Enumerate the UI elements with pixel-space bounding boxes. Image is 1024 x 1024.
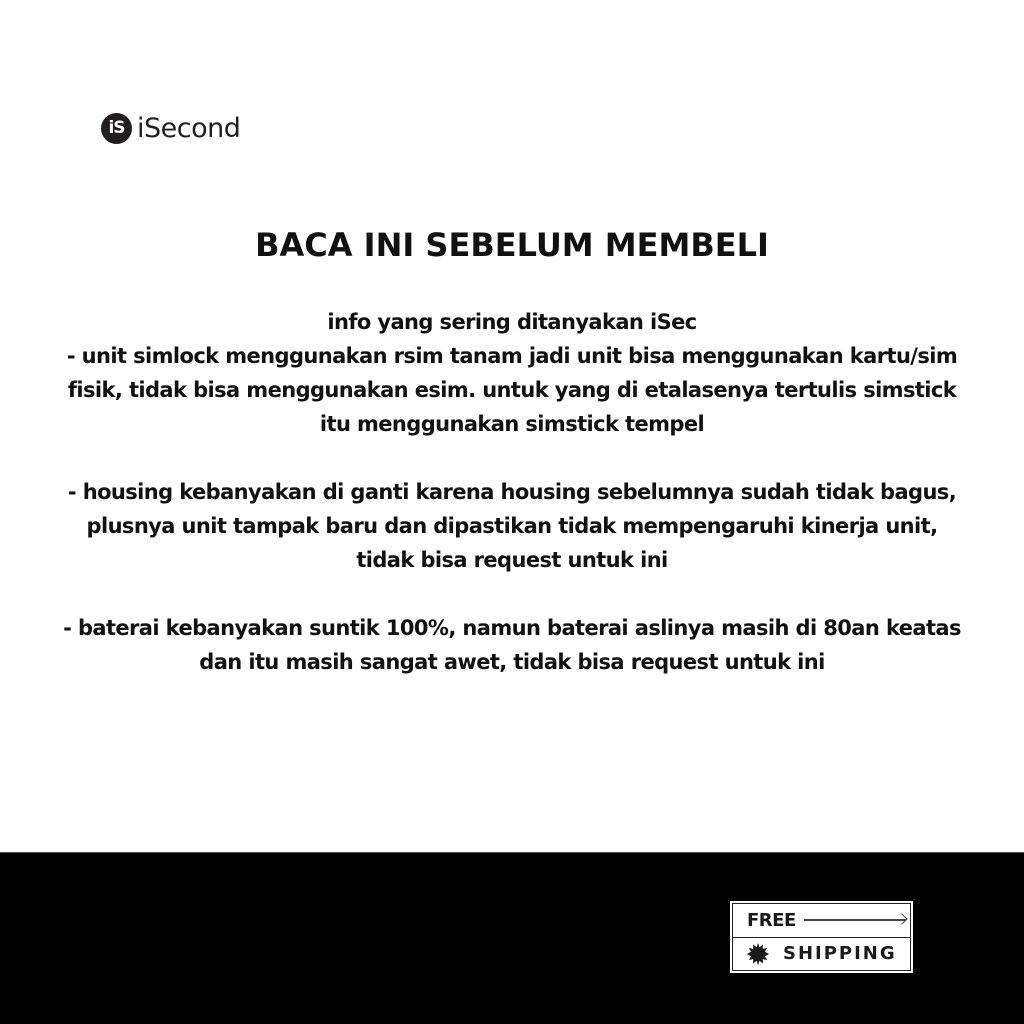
badge-shipping-label: SHIPPING (783, 943, 897, 965)
info-section-housing: - housing kebanyakan di ganti karena housing sebelumnya sudah tidak bagus, plusnya unit tampak baru dan dipastikan tidak mempengaruhi kinerja unit, tidak bisa request untuk ini (67, 480, 957, 572)
arrow-right-icon (804, 919, 906, 921)
brand-logo (101, 111, 240, 145)
logo-mark-icon: iS (101, 113, 132, 144)
info-intro: info yang sering ditanyakan iSec (327, 310, 697, 334)
badge-row-shipping (733, 938, 910, 971)
starburst-icon (747, 943, 769, 965)
badge-row-free (733, 904, 910, 938)
info-section-battery: - baterai kebanyakan suntik 100%, namun baterai aslinya masih di 80an keatas dan itu masih sangat awet, tidak bisa request untuk ini (63, 616, 961, 674)
info-text (60, 305, 964, 679)
free-shipping-badge (730, 901, 913, 973)
page-title: BACA INI SEBELUM MEMBELI (255, 226, 769, 264)
brand-name: iSecond (137, 112, 241, 144)
spacer (60, 577, 964, 611)
info-section-sim: - unit simlock menggunakan rsim tanam jadi unit bisa menggunakan kartu/sim fisik, tidak bisa menggunakan esim. untuk yang di etalasenya tertulis simstick itu menggunakan simstick tempel (66, 344, 958, 436)
spacer (60, 441, 964, 475)
badge-free-label: FREE (747, 909, 796, 931)
